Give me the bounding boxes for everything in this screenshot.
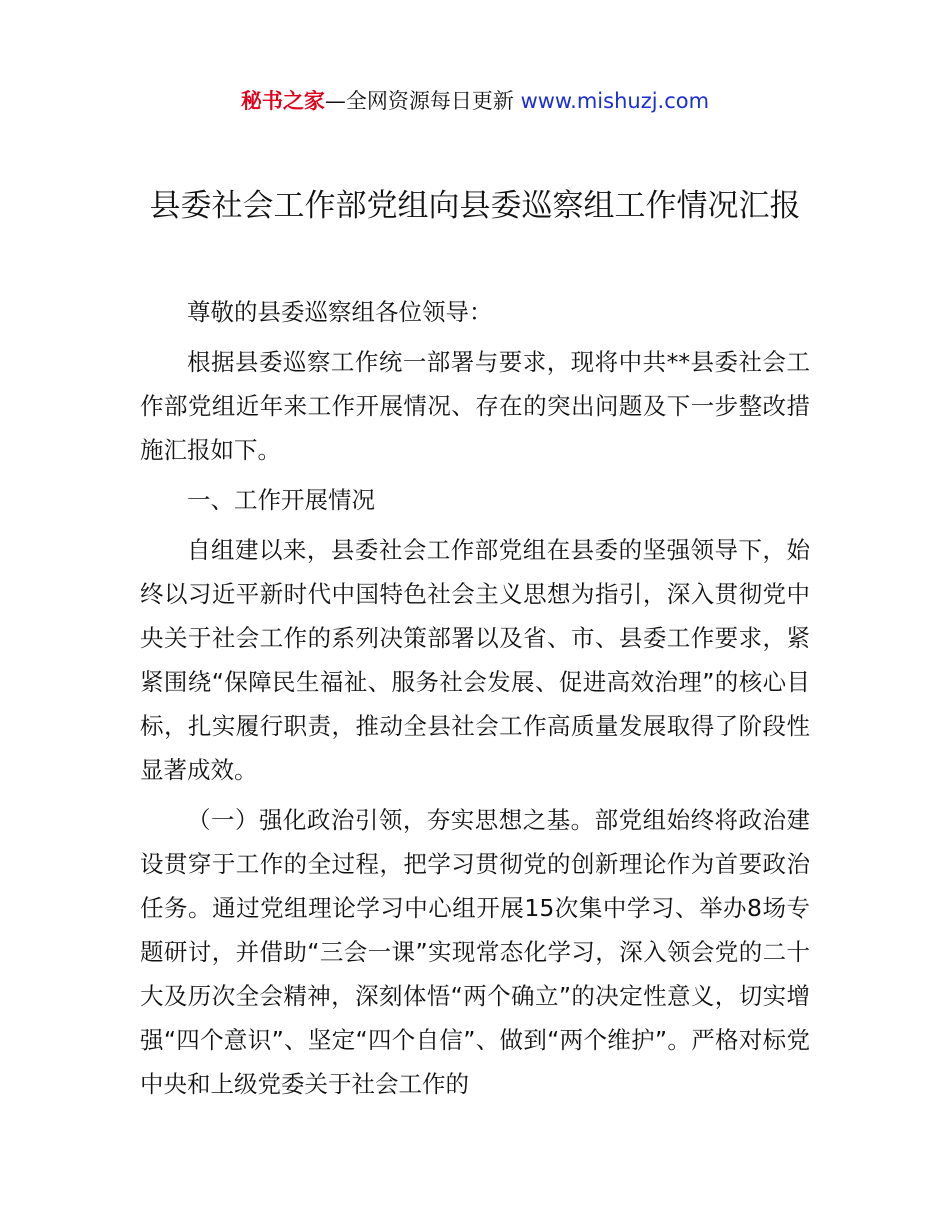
brand-name: 秘书之家 (240, 89, 325, 113)
paragraph-2: （一）强化政治引领，夯实思想之基。部党组始终将政治建设贯穿于工作的全过程，把学习贯彻党的创新理论作为首要政治任务。通过党组理论学习中心组开展15次集中学习、举办8场专题研讨，并借助“三会一课”实现常态化学习，深入领会党的二十大及历次全会精神，深刻体悟“两个确立”的决定性意义，切实增强“四个意识”、坚定“四个自信”、做到“两个维护”。严格对标党中央和上级党委关于社会工作的 (140, 806, 810, 1098)
header-slogan: —全网资源每日更新 (324, 89, 521, 113)
document-title: 县委社会工作部党组向县委巡察组工作情况汇报 (149, 188, 801, 224)
site-url-link[interactable]: www.mishuzj.com (520, 89, 710, 113)
paragraph-1: 自组建以来，县委社会工作部党组在县委的坚强领导下，始终以习近平新时代中国特色社会主义思想为指引，深入贯彻党中央关于社会工作的系列决策部署以及省、市、县委工作要求，紧紧围绕“保障民生福祉、服务社会发展、促进高效治理”的核心目标，扎实履行职责，推动全县社会工作高质量发展取得了阶段性显著成效。 (140, 536, 810, 784)
site-header (0, 86, 950, 116)
section-heading: 一、工作开展情况 (187, 486, 375, 514)
intro-paragraph: 根据县委巡察工作统一部署与要求，现将中共**县委社会工作部党组近年来工作开展情况、存在的突出问题及下一步整改措施汇报如下。 (140, 348, 810, 464)
salutation: 尊敬的县委巡察组各位领导： (187, 298, 493, 326)
document-body (140, 290, 810, 1112)
